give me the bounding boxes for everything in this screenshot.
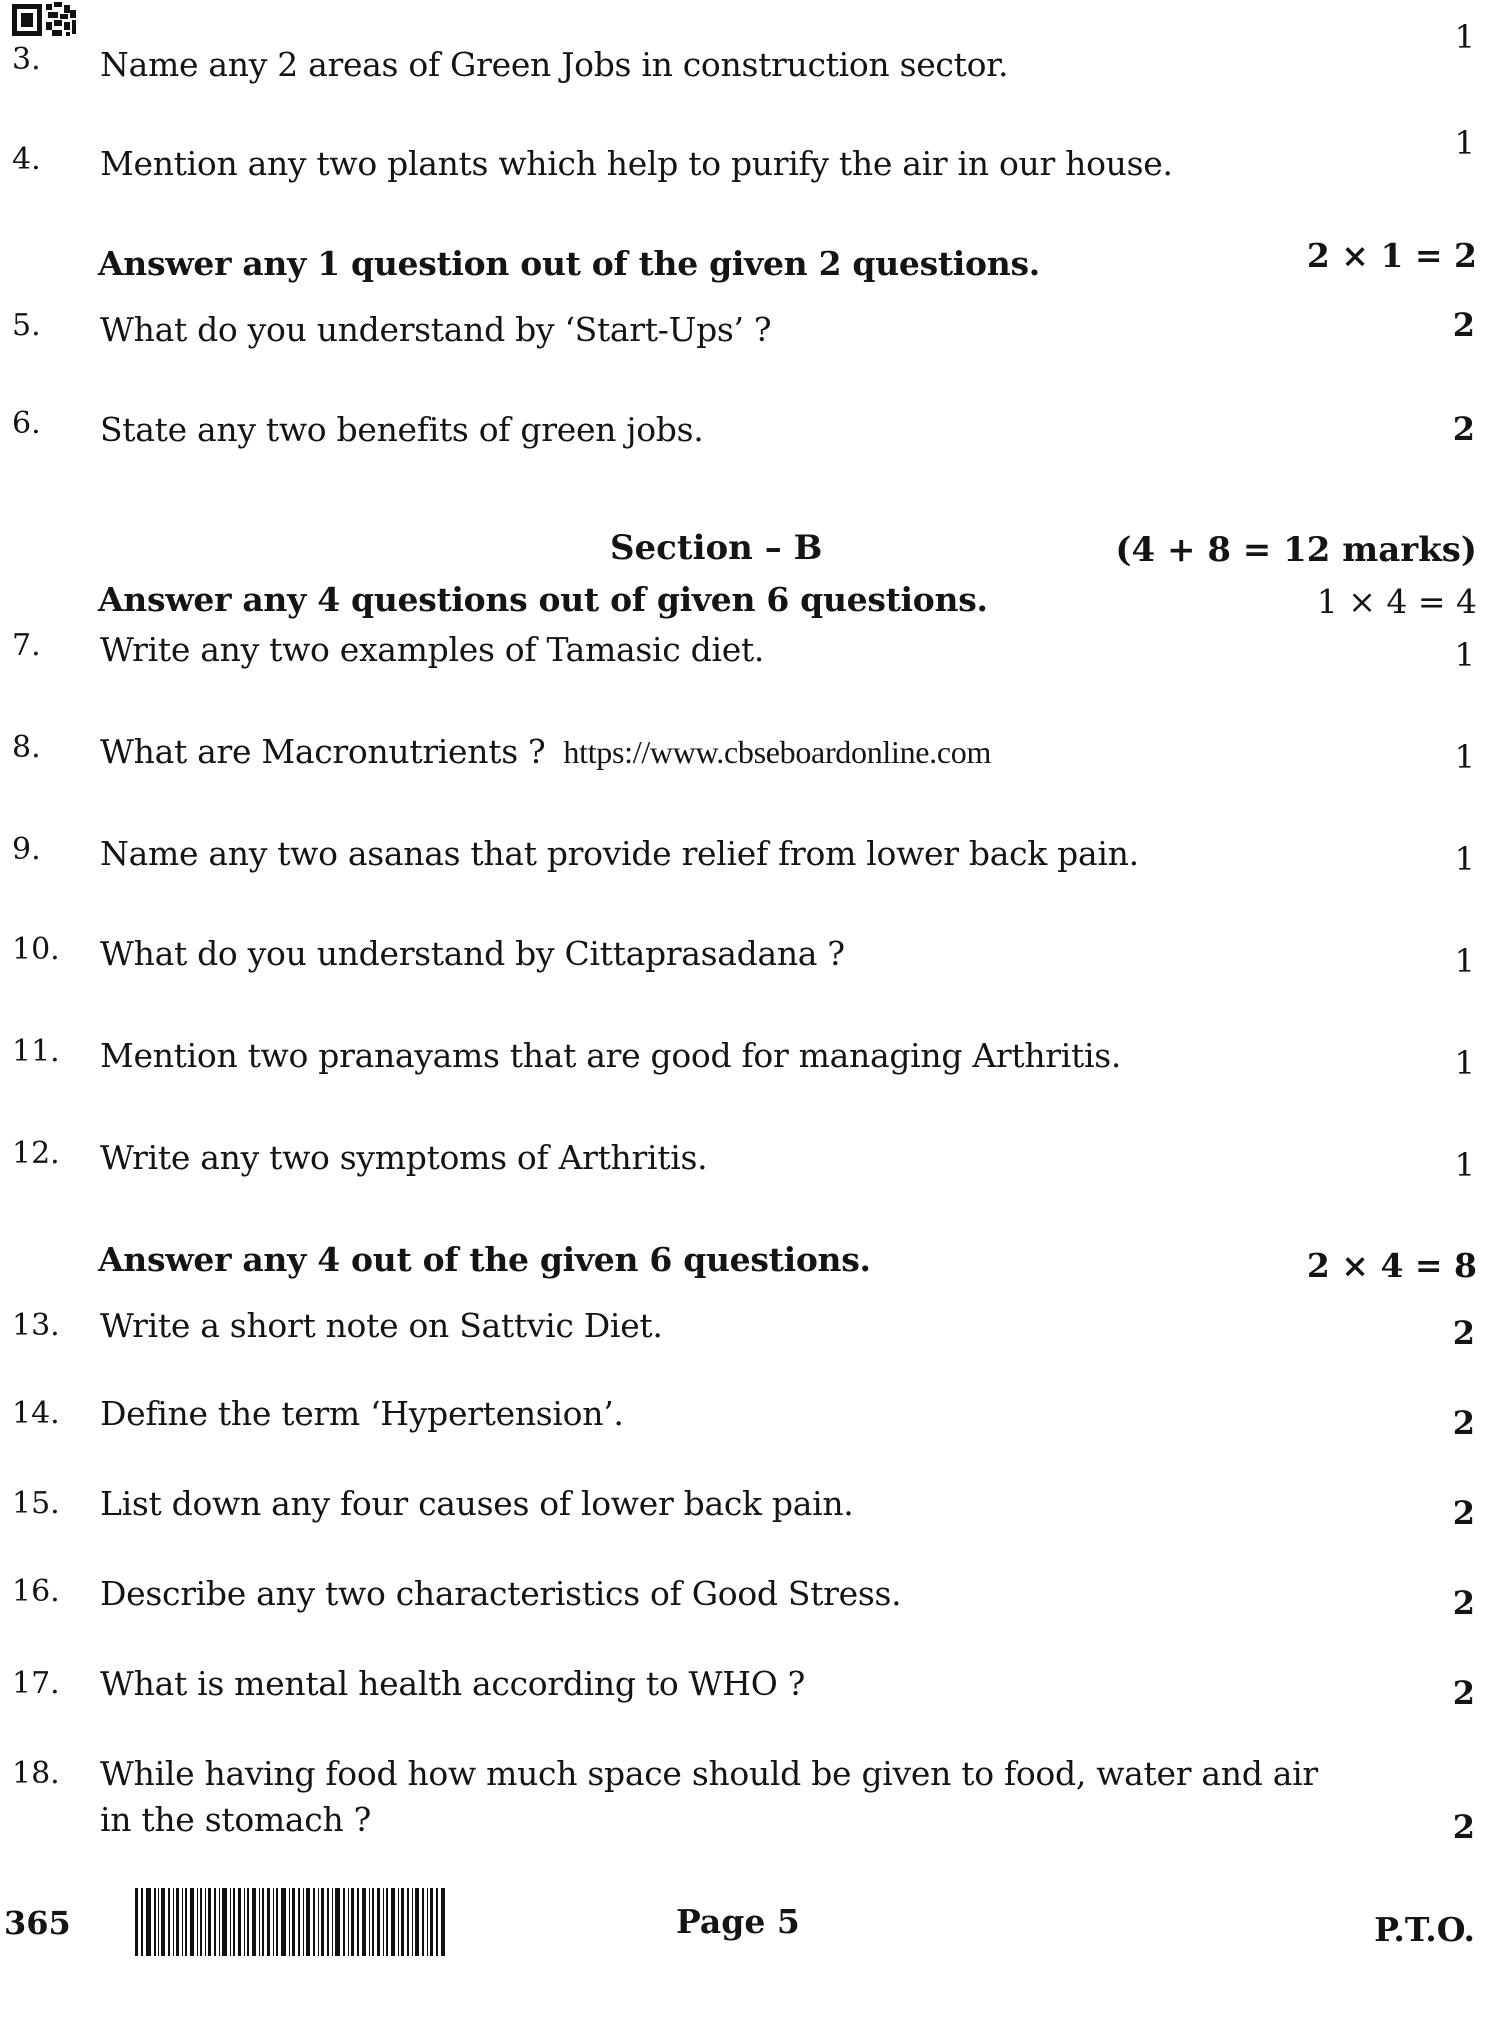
choice-instruction-marks: 2 × 1 = 2 [1306,236,1477,275]
q13-text: Write a short note on Sattvic Diet. [100,1306,663,1345]
q13-marks: 2 [1452,1314,1475,1352]
q11-text: Mention two pranayams that are good for managing Arthritis. [100,1036,1122,1075]
q6-text: State any two benefits of green jobs. [100,410,704,449]
q18-marks: 2 [1452,1808,1475,1846]
q4-marks: 1 [1454,124,1475,162]
q12-number: 12. [12,1136,60,1171]
q18-text-line2: in the stomach ? [100,1800,371,1839]
q8-text [100,732,991,771]
q11-marks: 1 [1454,1044,1475,1082]
part1-instruction: Answer any 4 questions out of given 6 questions. [98,580,988,619]
q15-marks: 2 [1452,1494,1475,1532]
q17-text: What is mental health according to WHO ? [100,1664,806,1703]
qr-code-icon [12,2,100,38]
section-b-title: Section – B [610,528,823,568]
q6-marks: 2 [1452,410,1475,448]
page-number: Page 5 [676,1902,800,1941]
q13-number: 13. [12,1308,60,1343]
q5-text: What do you understand by ‘Start-Ups’ ? [100,310,772,349]
q16-number: 16. [12,1574,60,1609]
q3-marks: 1 [1454,18,1475,56]
part2-instruction: Answer any 4 out of the given 6 questions. [98,1240,871,1279]
paper-code: 365 [4,1904,71,1942]
choice-instruction: Answer any 1 question out of the given 2 questions. [98,244,1040,283]
q9-text: Name any two asanas that provide relief from lower back pain. [100,834,1139,873]
q16-marks: 2 [1452,1584,1475,1622]
watermark-url: https://www.cbseboardonline.com [563,734,992,770]
q4-number: 4. [12,142,41,177]
q15-number: 15. [12,1486,60,1521]
q7-marks: 1 [1454,636,1475,674]
q3-number: 3. [12,42,41,77]
q4-text: Mention any two plants which help to purify the air in our house. [100,144,1173,183]
q18-number: 18. [12,1756,60,1791]
q10-text: What do you understand by Cittaprasadana ? [100,934,845,973]
q10-marks: 1 [1454,942,1475,980]
q14-text: Define the term ‘Hypertension’. [100,1394,624,1433]
q8-marks: 1 [1454,738,1475,776]
q7-number: 7. [12,628,41,663]
q9-marks: 1 [1454,840,1475,878]
part2-marks: 2 × 4 = 8 [1306,1246,1477,1285]
pto-label: P.T.O. [1374,1910,1475,1949]
q10-number: 10. [12,932,60,967]
q7-text: Write any two examples of Tamasic diet. [100,630,765,669]
q17-number: 17. [12,1666,60,1701]
barcode-icon [135,1888,445,1956]
q6-number: 6. [12,406,41,441]
q16-text: Describe any two characteristics of Good Stress. [100,1574,902,1613]
q3-text: Name any 2 areas of Green Jobs in construction sector. [100,45,1009,84]
q14-number: 14. [12,1396,60,1431]
part1-marks: 1 × 4 = 4 [1316,582,1477,621]
q17-marks: 2 [1452,1674,1475,1712]
q5-number: 5. [12,308,41,343]
q5-marks: 2 [1452,306,1475,344]
section-b-total-marks: (4 + 8 = 12 marks) [1115,530,1477,570]
q8-question: What are Macronutrients ? [100,732,546,771]
q14-marks: 2 [1452,1404,1475,1442]
q8-number: 8. [12,730,41,765]
q18-text-line1: While having food how much space should be given to food, water and air [100,1754,1318,1793]
q11-number: 11. [12,1034,60,1069]
q15-text: List down any four causes of lower back pain. [100,1484,854,1523]
q12-marks: 1 [1454,1146,1475,1184]
q9-number: 9. [12,832,41,867]
q12-text: Write any two symptoms of Arthritis. [100,1138,708,1177]
